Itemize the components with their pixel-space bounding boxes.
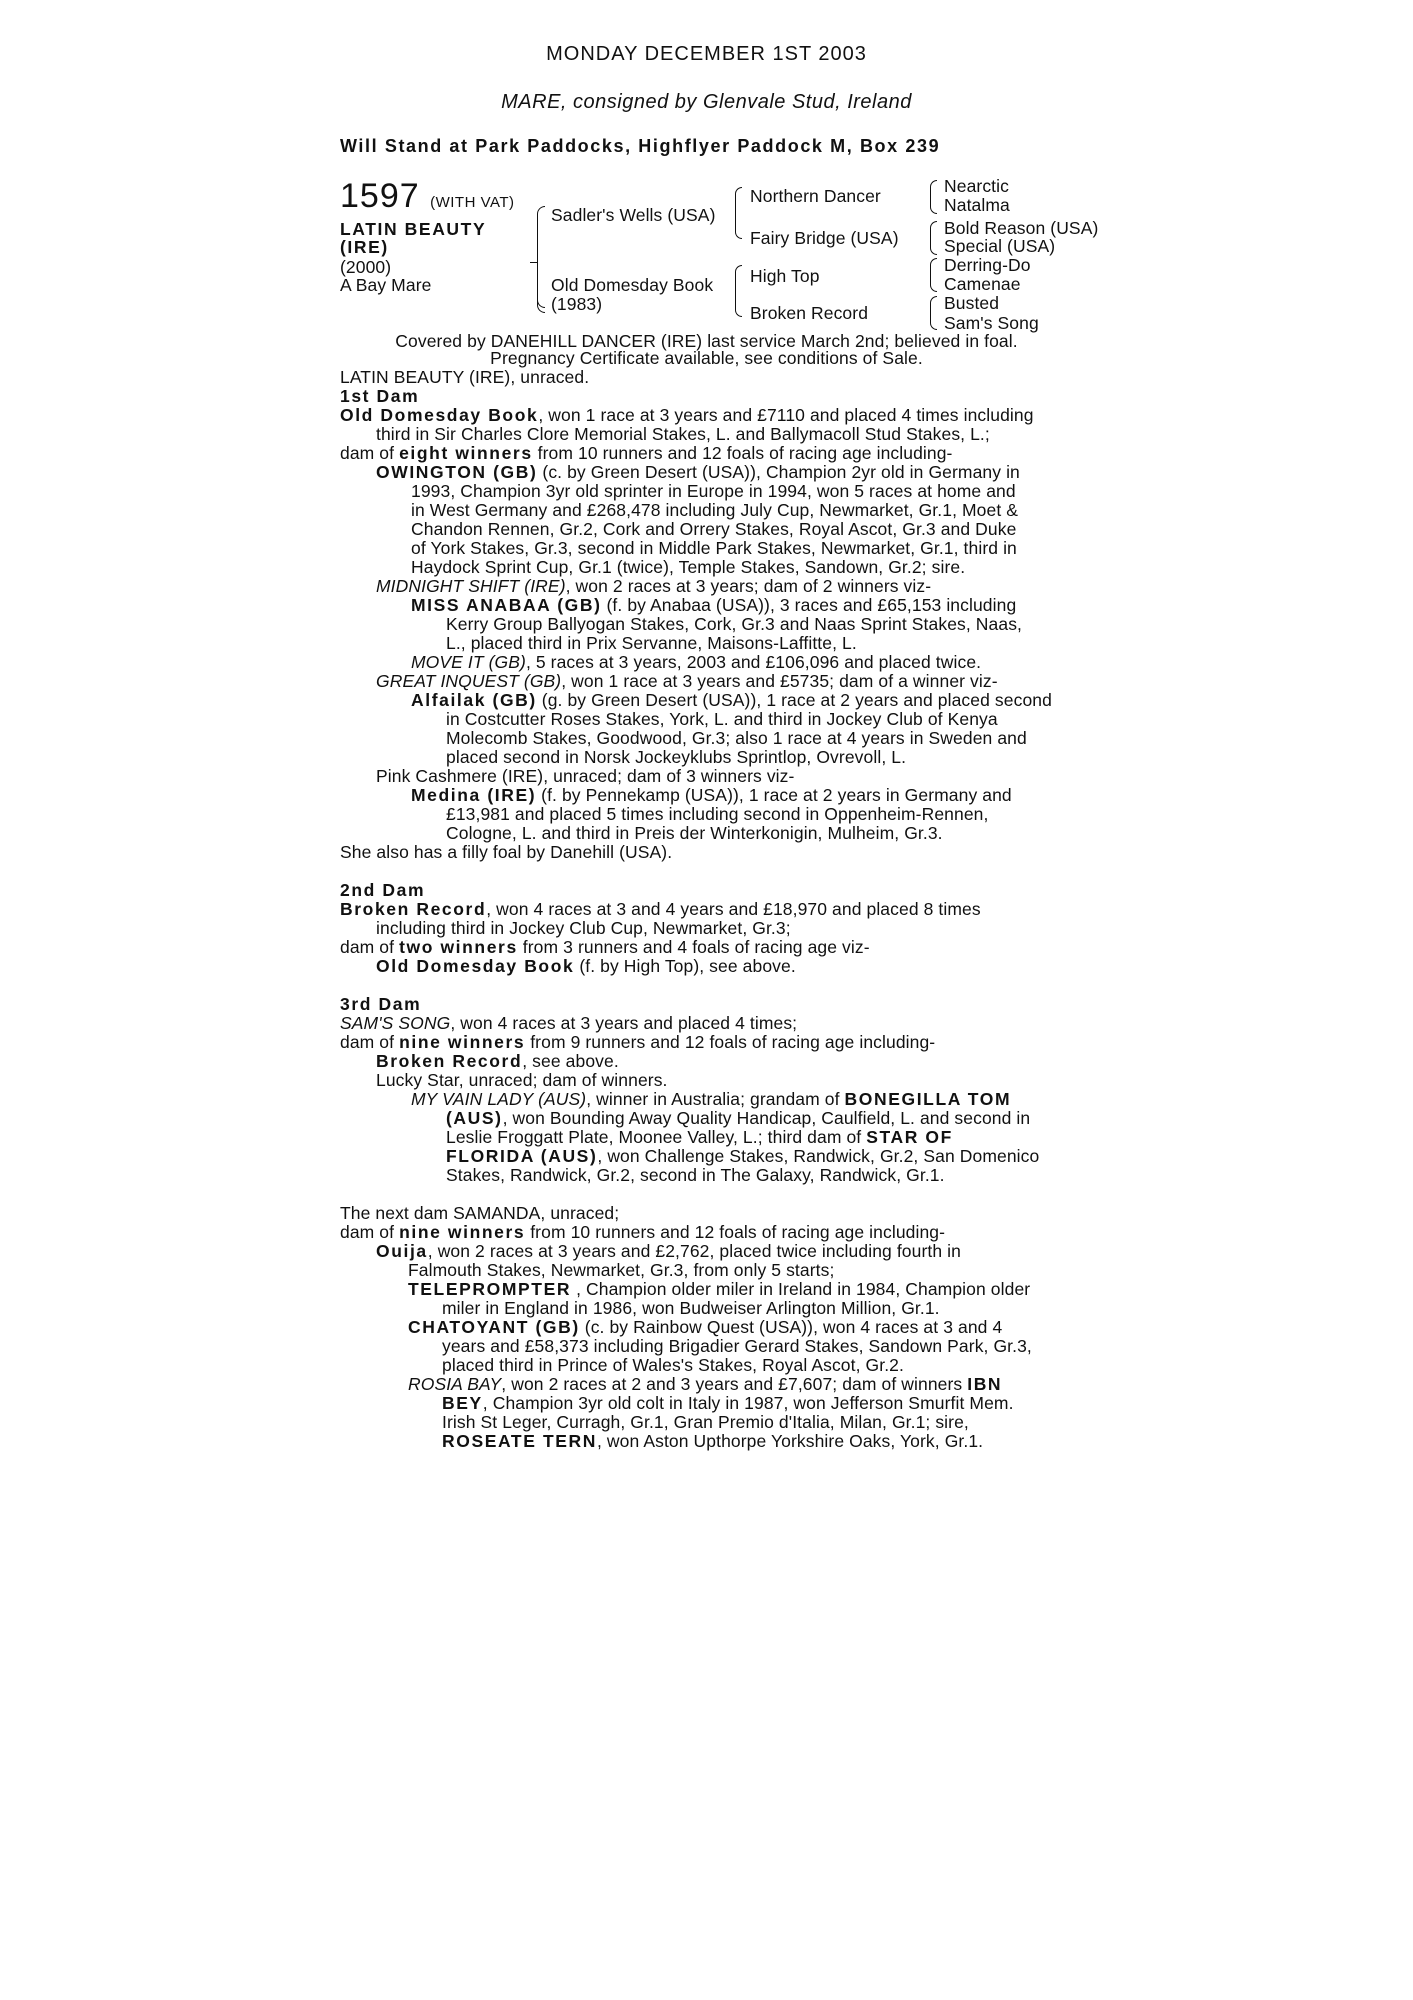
alfailak-line-3: Molecomb Stakes, Goodwood, Gr.3; also 1 race at 4 years in Sweden and	[446, 728, 1027, 748]
dam-dam: Broken Record	[750, 303, 869, 323]
lot-number-line	[340, 178, 515, 221]
horse-name: LATIN BEAUTY	[340, 219, 487, 239]
dam-year: (1983)	[551, 294, 603, 314]
rosia-bay-line-4: ROSEATE TERN, won Aston Upthorpe Yorkshire Oaks, York, Gr.1.	[442, 1431, 984, 1451]
filly-foal-line: She also has a filly foal by Danehill (USA).	[340, 842, 673, 862]
next-dam-produce: dam of nine winners from 10 runners and 12 foals of racing age including-	[340, 1222, 946, 1242]
g-brace-2	[930, 221, 937, 255]
first-dam-produce: dam of eight winners from 10 runners and 12 foals of racing age including-	[340, 443, 953, 463]
move-it-line: MOVE IT (GB), 5 races at 3 years, 2003 and £106,096 and placed twice.	[411, 652, 982, 672]
g-brace-3	[930, 258, 937, 292]
great-inquest-line: GREAT INQUEST (GB), won 1 race at 3 years and £5735; dam of a winner viz-	[376, 671, 998, 691]
alfailak-line-2: in Costcutter Roses Stakes, York, L. and third in Jockey Club of Kenya	[446, 709, 998, 729]
owington-line-5: of York Stakes, Gr.3, second in Middle Park Stakes, Newmarket, Gr.1, third in	[411, 538, 1017, 558]
ouija-line-2: Falmouth Stakes, Newmarket, Gr.3, from only 5 starts;	[408, 1260, 835, 1280]
sire-parents-brace	[735, 187, 742, 239]
lucky-star-line: Lucky Star, unraced; dam of winners.	[376, 1070, 668, 1090]
intro-line: LATIN BEAUTY (IRE), unraced.	[340, 367, 590, 387]
alfailak-line-1: Alfailak (GB) (g. by Green Desert (USA)), 1 race at 2 years and placed second	[411, 690, 1052, 710]
covering-line-2: Pregnancy Certificate available, see conditions of Sale.	[490, 348, 923, 368]
medina-line-1: Medina (IRE) (f. by Pennekamp (USA)), 1 race at 2 years in Germany and	[411, 785, 1012, 805]
second-dam-line: Broken Record, won 4 races at 3 and 4 years and £18,970 and placed 8 times	[340, 899, 981, 919]
midnight-shift-line: MIDNIGHT SHIFT (IRE), won 2 races at 3 years; dam of 2 winners viz-	[376, 576, 932, 596]
vat-note: (WITH VAT)	[430, 194, 515, 211]
rosia-bay-line-1: ROSIA BAY, won 2 races at 2 and 3 years and £7,607; dam of winners IBN	[408, 1374, 1003, 1394]
consignor-line: MARE, consigned by Glenvale Stud, Ireland	[501, 91, 912, 113]
third-dam-line: SAM'S SONG, won 4 races at 3 years and placed 4 times;	[340, 1013, 798, 1033]
dam-sire: High Top	[750, 266, 820, 286]
third-dam-heading: 3rd Dam	[340, 994, 422, 1014]
old-domesday-line: Old Domesday Book (f. by High Top), see above.	[376, 956, 796, 976]
teleprompter-line-1: TELEPROMPTER , Champion older miler in Ireland in 1984, Champion older	[408, 1279, 1031, 1299]
teleprompter-line-2: miler in England in 1986, won Budweiser Arlington Million, Gr.1.	[442, 1298, 940, 1318]
medina-line-2: £13,981 and placed 5 times including second in Oppenheim-Rennen,	[446, 804, 989, 824]
great-granddam-1: Natalma	[944, 195, 1010, 215]
great-grandsire-3: Derring-Do	[944, 255, 1031, 275]
second-dam-heading: 2nd Dam	[340, 880, 426, 900]
rosia-bay-line-3: Irish St Leger, Curragh, Gr.1, Gran Premio d'Italia, Milan, Gr.1; sire,	[442, 1412, 969, 1432]
alfailak-line-4: placed second in Norsk Jockeyklubs Sprintlop, Ovrevoll, L.	[446, 747, 907, 767]
horse-description: A Bay Mare	[340, 275, 432, 295]
miss-anabaa-line-3: L., placed third in Prix Servanne, Maisons-Laffitte, L.	[446, 633, 857, 653]
next-dam-line: The next dam SAMANDA, unraced;	[340, 1203, 620, 1223]
third-dam-produce: dam of nine winners from 9 runners and 12 foals of racing age including-	[340, 1032, 936, 1052]
pedigree-brace-point	[530, 262, 537, 263]
chatoyant-line-1: CHATOYANT (GB) (c. by Rainbow Quest (USA)), won 4 races at 3 and 4	[408, 1317, 1003, 1337]
rosia-bay-line-2: BEY, Champion 3yr old colt in Italy in 1987, won Jefferson Smurfit Mem.	[442, 1393, 1014, 1413]
my-vain-lady-line-5: Stakes, Randwick, Gr.2, second in The Galaxy, Randwick, Gr.1.	[446, 1165, 945, 1185]
owington-line-6: Haydock Sprint Cup, Gr.1 (twice), Temple Stakes, Sandown, Gr.2; sire.	[411, 557, 966, 577]
lot-number: 1597	[340, 177, 420, 215]
my-vain-lady-line-1: MY VAIN LADY (AUS), winner in Australia; grandam of BONEGILLA TOM	[411, 1089, 1012, 1109]
my-vain-lady-line-4: FLORIDA (AUS), won Challenge Stakes, Randwick, Gr.2, San Domenico	[446, 1146, 1040, 1166]
sire-name: Sadler's Wells (USA)	[551, 205, 716, 225]
broken-record-line: Broken Record, see above.	[376, 1051, 619, 1071]
owington-line-2: 1993, Champion 3yr old sprinter in Europe in 1994, won 5 races at home and	[411, 481, 1016, 501]
second-dam-produce: dam of two winners from 3 runners and 4 foals of racing age viz-	[340, 937, 870, 957]
second-dam-line-2: including third in Jockey Club Cup, Newmarket, Gr.3;	[376, 918, 791, 938]
chatoyant-line-2: years and £58,373 including Brigadier Gerard Stakes, Sandown Park, Gr.3,	[442, 1336, 1032, 1356]
sale-date: MONDAY DECEMBER 1ST 2003	[546, 43, 867, 65]
g-brace-4	[930, 296, 937, 330]
my-vain-lady-line-2: (AUS), won Bounding Away Quality Handicap, Caulfield, L. and second in	[446, 1108, 1031, 1128]
ouija-line-1: Ouija, won 2 races at 3 years and £2,762, placed twice including fourth in	[376, 1241, 961, 1261]
owington-line-1: OWINGTON (GB) (c. by Green Desert (USA)), Champion 2yr old in Germany in	[376, 462, 1020, 482]
medina-line-3: Cologne, L. and third in Preis der Winterkonigin, Mulheim, Gr.3.	[446, 823, 943, 843]
great-grandsire-4: Busted	[944, 293, 1000, 313]
miss-anabaa-line-1: MISS ANABAA (GB) (f. by Anabaa (USA)), 3 races and £65,153 including	[411, 595, 1017, 615]
first-dam-line-2: third in Sir Charles Clore Memorial Stakes, L. and Ballymacoll Stud Stakes, L.;	[376, 424, 990, 444]
great-granddam-2: Special (USA)	[944, 236, 1056, 256]
g-brace-1	[930, 180, 937, 214]
great-grandsire-1: Nearctic	[944, 176, 1009, 196]
owington-line-3: in West Germany and £268,478 including July Cup, Newmarket, Gr.1, Moet &	[411, 500, 1019, 520]
horse-year: (2000)	[340, 257, 392, 277]
great-granddam-3: Camenae	[944, 274, 1021, 294]
owington-line-4: Chandon Rennen, Gr.2, Cork and Orrery Stakes, Royal Ascot, Gr.3 and Duke	[411, 519, 1017, 539]
first-dam-heading: 1st Dam	[340, 386, 420, 406]
pedigree-brace-dam	[537, 262, 545, 313]
miss-anabaa-line-2: Kerry Group Ballyogan Stakes, Cork, Gr.3 and Naas Sprint Stakes, Naas,	[446, 614, 1023, 634]
sire-dam: Fairy Bridge (USA)	[750, 228, 899, 248]
covering-line-1: Covered by DANEHILL DANCER (IRE) last service March 2nd; believed in foal.	[395, 331, 1018, 351]
chatoyant-line-3: placed third in Prince of Wales's Stakes, Royal Ascot, Gr.2.	[442, 1355, 904, 1375]
great-grandsire-2: Bold Reason (USA)	[944, 218, 1099, 238]
dam-name: Old Domesday Book	[551, 275, 714, 295]
pink-cashmere-line: Pink Cashmere (IRE), unraced; dam of 3 winners viz-	[376, 766, 795, 786]
great-granddam-4: Sam's Song	[944, 313, 1039, 333]
stand-location: Will Stand at Park Paddocks, Highflyer Paddock M, Box 239	[340, 136, 941, 156]
dam-parents-brace	[735, 265, 742, 317]
my-vain-lady-line-3: Leslie Froggatt Plate, Moonee Valley, L.; third dam of STAR OF	[446, 1127, 953, 1147]
sire-sire: Northern Dancer	[750, 186, 881, 206]
first-dam-line: Old Domesday Book, won 1 race at 3 years and £7110 and placed 4 times including	[340, 405, 1034, 425]
horse-country: (IRE)	[340, 237, 389, 257]
